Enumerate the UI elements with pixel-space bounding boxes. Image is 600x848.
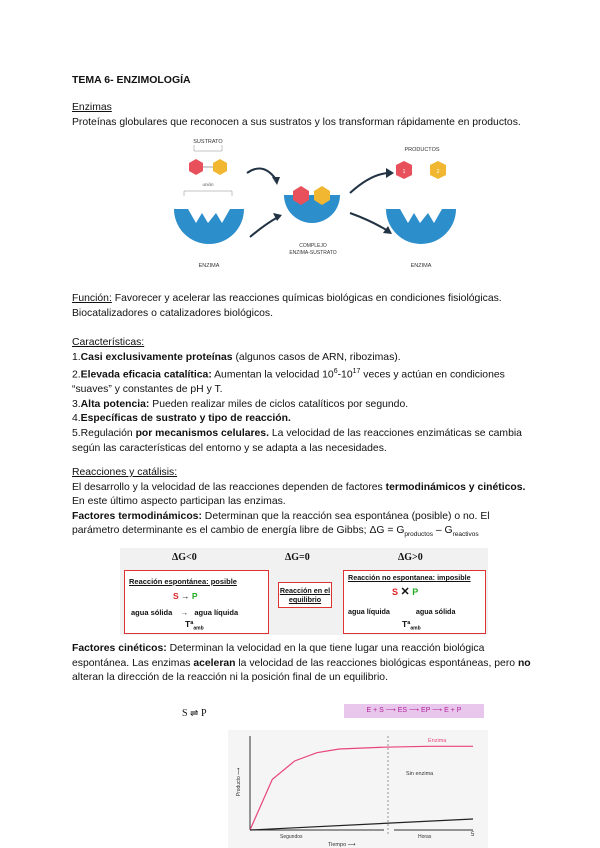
equilibrium-box: Reacción en el equilibrio <box>278 582 332 608</box>
complejo-label-2: ENZIMA-SUSTRATO <box>289 250 337 256</box>
y-axis-label: Producto ⟶ <box>236 767 242 797</box>
complejo-label-1: COMPLEJO <box>299 243 327 249</box>
caract-item-1: 1.Casi exclusivamente proteínas (algunos casos de ARN, ribozimas). <box>72 351 401 363</box>
enzyme-right <box>386 209 456 244</box>
productos-label: PRODUCTOS <box>404 147 440 153</box>
gibbs-h3: ΔG>0 <box>398 552 423 563</box>
enzimas-heading: Enzimas <box>72 102 112 113</box>
x-left-label: Segundos <box>280 834 303 840</box>
enzyme-mechanism-figure <box>172 133 462 273</box>
substrate-yellow-hexagon <box>213 159 227 175</box>
funcion-text: Favorecer y acelerar las reacciones químicas biológicas en condiciones fisiológicas. Biocatalizadores o catalizadores biológicos. <box>72 293 502 319</box>
reacciones-p2: Factores termodinámicos: Determinan que la reacción sea espontánea (posible) o no. El parámetro determinante es el cambio de energía libre de Gibbs; $\Delta G = G_{productos} - G_{reactivos}$ <box>72 510 490 539</box>
b3-reaction: S ✕ P <box>392 586 419 598</box>
enzimas-text: Proteínas globulares que reconocen a sus sustratos y los transforman rápidamente en productos. <box>72 116 521 128</box>
b1-water: agua sólida → agua líquida <box>131 608 239 617</box>
non-spontaneous-box <box>343 570 486 634</box>
enzyme-scheme: E + S ⟶ ES ⟶ EP ⟶ E + P <box>344 704 484 718</box>
page-title: TEMA 6- ENZIMOLOGÍA <box>72 74 191 86</box>
gibbs-h1: ΔG<0 <box>172 552 197 563</box>
reacciones-heading: Reacciones y catálisis: <box>72 467 178 478</box>
product-1-label: 1 <box>402 169 406 175</box>
gibbs-h2: ΔG=0 <box>285 552 310 563</box>
b1-temp: Tª$_{amb}$ <box>185 619 204 632</box>
union-label: unión <box>202 182 214 187</box>
kinetics-chart <box>228 730 488 848</box>
enzima-left-label: ENZIMA <box>198 263 220 269</box>
sustrato-label: SUSTRATO <box>193 139 223 145</box>
caracteristicas-heading: Características: <box>72 337 145 348</box>
b3-title: Reacción no espontanea: imposible <box>348 573 471 582</box>
page-number: 5 <box>471 832 475 838</box>
b1-reaction: S → P <box>173 591 198 601</box>
sin-enzima-label: Sin enzima <box>406 771 434 777</box>
reacciones-section <box>72 466 532 543</box>
funcion-section <box>72 292 532 321</box>
equation-label: S ⇌ P <box>182 708 207 719</box>
b1-title: Reacción espontánea: posible <box>129 577 237 586</box>
b3-water: agua líquida agua sólida <box>348 607 456 616</box>
reacciones-p1: El desarrollo y la velocidad de las reacciones dependen de factores termodinámicos y cinéticos. En este último aspecto participan las enzimas. <box>72 481 526 508</box>
x-axis-label: Tiempo ⟶ <box>328 842 356 848</box>
enzyme-left <box>174 209 244 244</box>
substrate-red-hexagon <box>189 159 203 175</box>
enzimas-section <box>72 101 532 130</box>
caract-item-4: 4.Específicas de sustrato y tipo de reacción. <box>72 413 291 425</box>
caract-item-2: 2.Elevada eficacia catalítica: Aumentan la velocidad $10^6-10^{17}$ veces y actúan en condiciones “suaves” y constantes de pH y T. <box>72 368 505 396</box>
funcion-heading: Función: <box>72 293 112 304</box>
x-right-label: Horas <box>418 834 432 840</box>
cineticos-section: Factores cinéticos: Determinan la velocidad en la que tiene lugar una reacción biológica espontánea. Las enzimas aceleran la velocidad de las reacciones biológicas espontáneas, pero no alteran la dirección de la reacción ni la posición final de un equilibrio. <box>72 643 531 684</box>
b3-temp: Tª$_{amb}$ <box>402 619 421 632</box>
caract-item-3: 3.Alta potencia: Pueden realizar miles de ciclos catalíticos por segundo. <box>72 398 409 410</box>
enzyme-substrate-complex <box>284 195 340 223</box>
caracteristicas-section <box>72 336 532 456</box>
caract-item-5: 5.Regulación por mecanismos celulares. La velocidad de las reacciones enzimáticas se cambia según las características del entorno y se adapta a las necesidades. <box>72 428 522 454</box>
spontaneous-box <box>124 570 269 634</box>
product-2-label: 2 <box>436 169 440 175</box>
enzima-right-label: ENZIMA <box>410 263 432 269</box>
con-enzima-label: Enzima <box>428 738 447 744</box>
